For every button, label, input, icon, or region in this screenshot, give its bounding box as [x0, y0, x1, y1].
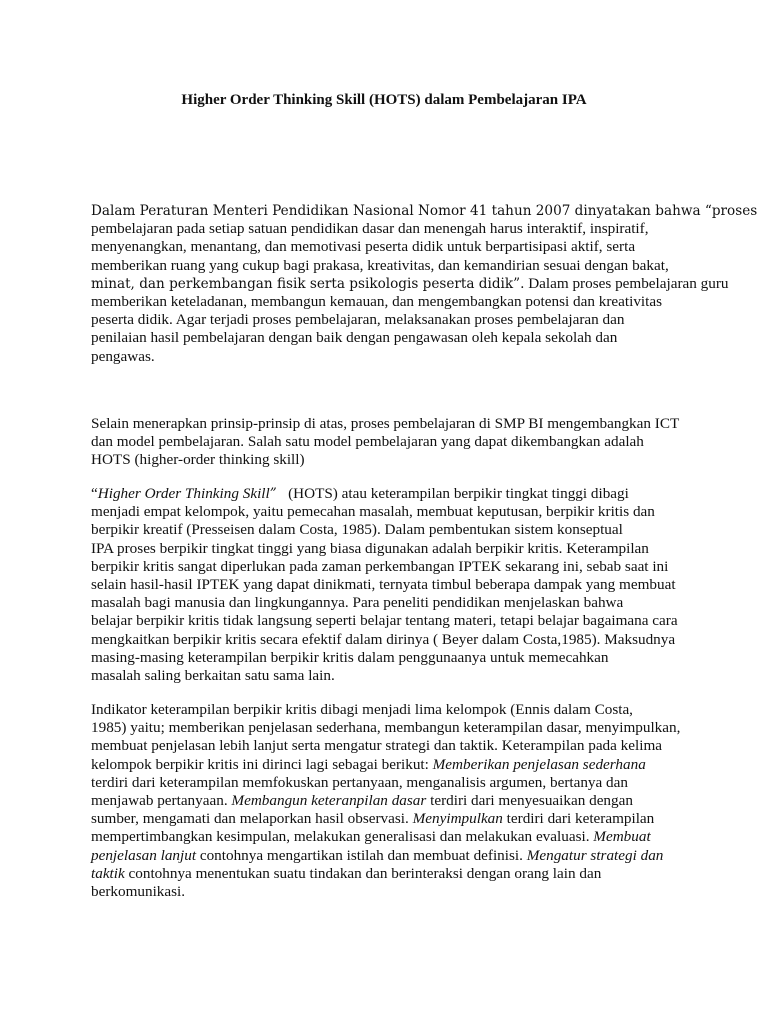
text-run: sumber, mengamati dan melaporkan hasil observasi. — [91, 810, 413, 828]
text-run: contohnya menentukan suatu tindakan dan berinteraksi dengan orang lain dan — [124, 864, 602, 882]
text-line — [91, 792, 691, 810]
italic-term: Menyimpulkan — [412, 810, 503, 828]
text-run: terdiri dari keterampilan — [502, 810, 655, 828]
italic-term: Membuat — [593, 828, 651, 846]
text-line: 1985) yaitu; memberikan penjelasan sederhana, membangun keterampilan dasar, menyimpulkan, — [91, 719, 681, 737]
italic-term: Membangun keteranpilan dasar — [231, 792, 427, 810]
text-run: mempertimbangkan kesimpulan, melakukan generalisasi dan melakukan evaluasi. — [91, 828, 594, 846]
text-line: membuat penjelasan lebih lanjut serta mengatur strategi dan taktik. Keterampilan pada kelima — [91, 737, 663, 755]
text-line: berpikir kreatif (Presseisen dalam Costa, 1985). Dalam pembentukan sistem konseptual — [91, 521, 623, 539]
paragraph-1 — [91, 202, 758, 366]
hots-term: Higher Order Thinking Skill — [97, 485, 270, 502]
text-line: Dalam Peraturan Menteri Pendidikan Nasional Nomor 41 tahun 2007 dinyatakan bahwa “proses — [91, 203, 758, 219]
text-line: penilaian hasil pembelajaran dengan baik dengan pengawasan oleh kepala sekolah dan — [91, 329, 618, 347]
close-quote: ” — [269, 486, 277, 502]
text-line — [91, 865, 691, 883]
text-run: contohnya mengartikan istilah dan membuat definisi. — [196, 846, 527, 864]
text-line: memberikan ruang yang cukup bagi prakasa, kreativitas, dan kemandirian sesuai dengan bakat, — [91, 256, 669, 274]
document-title: Higher Order Thinking Skill (HOTS) dalam Pembelajaran IPA — [181, 92, 587, 108]
text-line: masing-masing keterampilan berpikir kritis dalam penggunaanya untuk memecahkan — [91, 648, 609, 666]
text-line: IPA proses berpikir tingkat tinggi yang biasa digunakan adalah berpikir kritis. Keterampilan — [91, 539, 649, 557]
text-line: terdiri dari keterampilan memfokuskan pertanyaan, menganalisis argumen, bertanya dan — [91, 773, 628, 791]
paragraph-2 — [91, 415, 691, 470]
text-line: menjadi empat kelompok, yaitu pemecahan masalah, membuat keputusan, berpikir kritis dan — [91, 503, 655, 521]
italic-term: penjelasan lanjut — [91, 846, 197, 864]
text-line — [91, 274, 729, 293]
text-run: terdiri dari menyesuaikan dengan — [426, 792, 633, 810]
text-run: kelompok berpikir kritis ini dirinci lagi sebagai berikut: — [91, 755, 433, 773]
text-line: masalah bagi manusia dan lingkungannya. Para peneliti pendidikan menjelaskan bahwa — [91, 594, 624, 612]
text-run: Dalam proses pembelajaran guru — [528, 274, 729, 292]
text-line: mengkaitkan berpikir kritis secara efektif dalam dirinya ( Beyer dalam Costa,1985). Maksudnya — [91, 630, 676, 648]
text-run: (HOTS) atau keterampilan berpikir tingkat tinggi dibagi — [288, 485, 629, 502]
text-line: berkomunikasi. — [91, 883, 186, 901]
paragraph-4 — [91, 701, 691, 901]
text-line: menyenangkan, menantang, dan memotivasi peserta didik untuk berpartisipasi aktif, serta — [91, 238, 636, 256]
text-line: Selain menerapkan prinsip-prinsip di atas, proses pembelajaran di SMP BI mengembangkan ICT — [91, 415, 680, 432]
text-line: belajar berpikir kritis tidak langsung seperti belajar tentang materi, tetapi belajar bagaimana cara — [91, 612, 678, 630]
text-line: HOTS (higher-order thinking skill) — [91, 451, 305, 469]
text-line: selain hasil-hasil IPTEK yang dapat dinikmati, ternyata timbul beberapa dampak yang membuat — [91, 576, 676, 594]
text-line: berpikir kritis sangat diperlukan pada zaman perkembangan IPTEK sekarang ini, sebab saat ini — [91, 557, 669, 575]
text-line: masalah saling berkaitan satu sama lain. — [91, 667, 335, 685]
text-run: menjawab pertanyaan. — [91, 792, 232, 810]
text-line — [91, 810, 691, 828]
italic-term: taktik — [91, 864, 125, 882]
text-line: peserta didik. Agar terjadi proses pembelajaran, melaksanakan proses pembelajaran dan — [91, 311, 625, 329]
text-line: memberikan keteladanan, membangun kemauan, dan mengembangkan potensi dan kreativitas — [91, 293, 663, 311]
italic-term: Mengatur strategi dan — [526, 846, 664, 864]
text-line — [91, 756, 691, 774]
text-line: dan model pembelajaran. Salah satu model pembelajaran yang dapat dikembangkan adalah — [91, 433, 644, 451]
text-line: pembelajaran pada setiap satuan pendidikan dasar dan menengah harus interaktif, inspiratif, — [91, 220, 649, 238]
text-line — [91, 485, 691, 503]
paragraph-3 — [91, 485, 691, 685]
italic-term: Memberikan penjelasan sederhana — [432, 755, 646, 773]
text-line — [91, 847, 691, 865]
text-line: Indikator keterampilan berpikir kritis dibagi menjadi lima kelompok (Ennis dalam Costa, — [91, 701, 633, 718]
text-line — [91, 828, 691, 846]
open-quote: “ — [91, 485, 98, 502]
text-run: minat, dan perkembangan fisik serta psikologis peserta didik”. — [91, 275, 525, 292]
text-line: pengawas. — [91, 347, 155, 365]
